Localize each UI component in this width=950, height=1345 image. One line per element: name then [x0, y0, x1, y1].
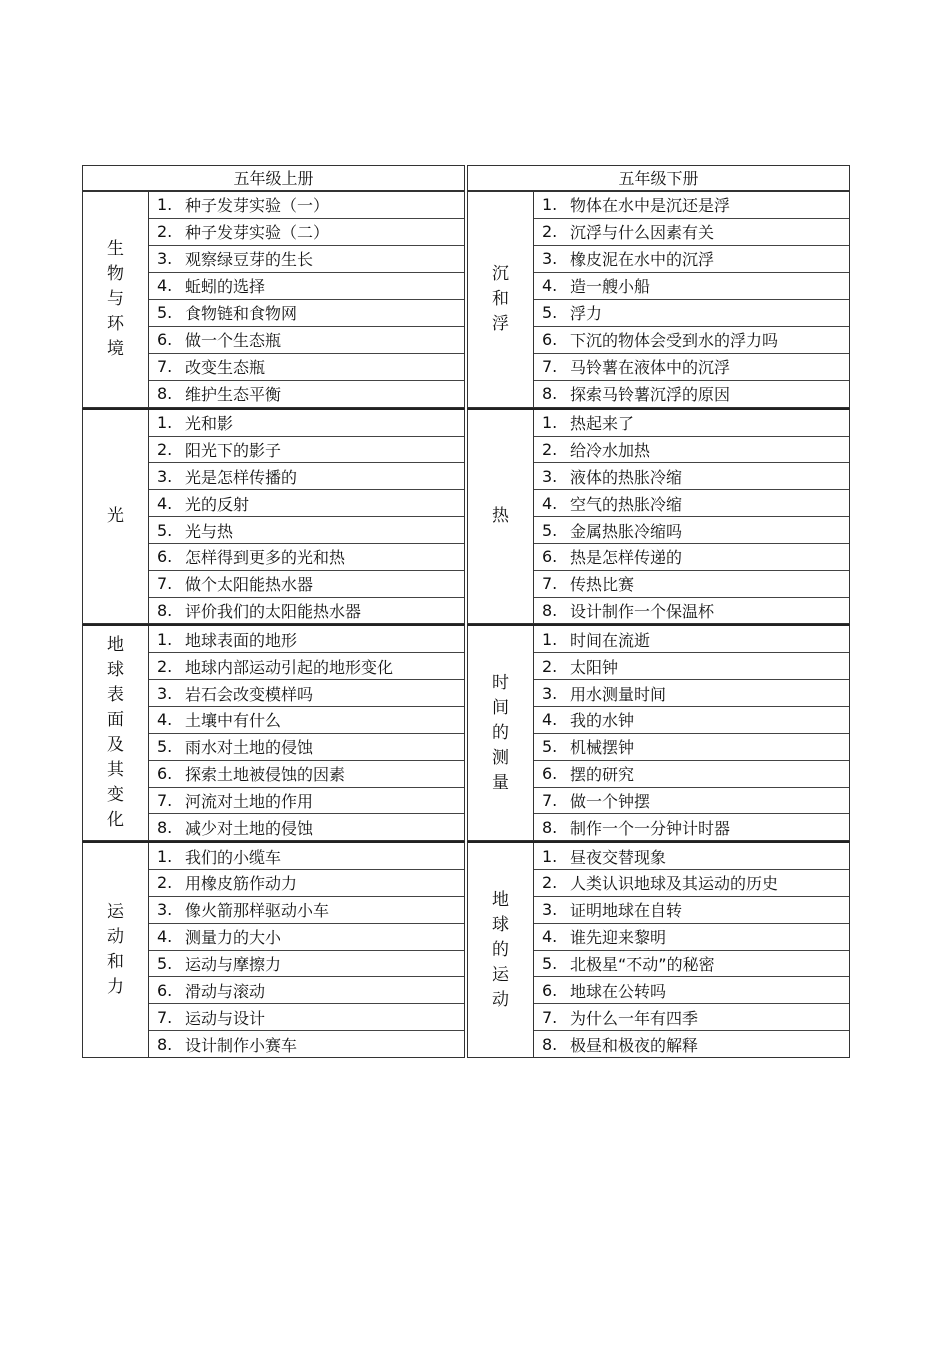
lesson-number: 8.	[542, 1034, 558, 1054]
lesson-title: 地球内部运动引起的地形变化	[185, 657, 394, 677]
lesson-row	[149, 273, 464, 300]
lesson-number: 1.	[542, 413, 558, 433]
lesson-row	[534, 843, 849, 870]
lesson-row	[534, 951, 849, 978]
lesson-title: 为什么一年有四季	[570, 1008, 699, 1028]
lesson-row	[149, 951, 464, 978]
lesson-row	[149, 977, 464, 1004]
lesson-row	[534, 788, 849, 815]
lesson-row	[149, 437, 464, 464]
unit-title-char: 球	[492, 914, 509, 935]
lesson-number: 3.	[157, 683, 173, 703]
lesson-title: 光和影	[185, 414, 234, 434]
unit-title	[83, 192, 149, 407]
unit-title-char: 化	[107, 810, 124, 831]
lesson-row	[149, 707, 464, 734]
unit-title-char: 其	[107, 760, 124, 781]
lesson-title: 减少对土地的侵蚀	[185, 818, 314, 838]
unit-title	[83, 410, 149, 624]
lesson-title: 时间在流逝	[570, 630, 651, 650]
lesson-row	[149, 517, 464, 544]
lesson-number: 8.	[157, 1034, 173, 1054]
unit-title-char: 球	[107, 660, 124, 681]
lesson-row	[149, 626, 464, 653]
unit-title-char: 测	[492, 747, 509, 768]
lesson-title: 物体在水中是沉还是浮	[570, 196, 731, 216]
lesson-number: 7.	[542, 790, 558, 810]
lesson-number: 1.	[542, 846, 558, 866]
lesson-title: 评价我们的太阳能热水器	[185, 602, 362, 622]
lesson-title: 北极星“不动”的秘密	[570, 955, 715, 975]
lesson-row	[149, 924, 464, 951]
lesson-list	[149, 192, 464, 407]
lesson-row	[534, 814, 849, 840]
unit-title-char: 和	[107, 952, 124, 973]
lesson-number: 4.	[542, 927, 558, 947]
lesson-title: 机械摆钟	[570, 738, 635, 758]
lesson-list	[149, 843, 464, 1057]
lesson-number: 3.	[542, 466, 558, 486]
lesson-number: 6.	[157, 547, 173, 567]
lesson-number: 7.	[542, 357, 558, 377]
unit-title-char: 地	[107, 635, 124, 656]
lesson-title: 用橡皮筋作动力	[185, 874, 298, 894]
lesson-list	[534, 843, 849, 1057]
lesson-number: 3.	[542, 249, 558, 269]
unit-title-char: 表	[107, 685, 124, 706]
unit-title-char: 及	[107, 735, 124, 756]
lesson-row	[149, 354, 464, 381]
lesson-row	[534, 1004, 849, 1031]
lesson-row	[534, 300, 849, 327]
lesson-title: 像火箭那样驱动小车	[185, 901, 330, 921]
lesson-row	[534, 598, 849, 624]
lesson-row	[534, 490, 849, 517]
lesson-title: 造一艘小船	[570, 277, 651, 297]
unit-block	[467, 408, 850, 625]
lesson-title: 测量力的大小	[185, 928, 282, 948]
lesson-number: 2.	[542, 439, 558, 459]
lesson-row	[534, 410, 849, 437]
lesson-number: 8.	[542, 817, 558, 837]
lesson-title: 昼夜交替现象	[570, 847, 667, 867]
lesson-number: 4.	[157, 927, 173, 947]
lesson-number: 5.	[157, 737, 173, 757]
lesson-row	[149, 814, 464, 840]
lesson-number: 7.	[542, 574, 558, 594]
lesson-number: 6.	[157, 980, 173, 1000]
unit-block	[467, 841, 850, 1058]
lesson-number: 8.	[157, 384, 173, 404]
unit-title-char: 浮	[492, 313, 509, 334]
unit-title	[83, 626, 149, 840]
lesson-row	[149, 598, 464, 624]
lesson-number: 1.	[157, 195, 173, 215]
lesson-row	[149, 410, 464, 437]
lesson-title: 怎样得到更多的光和热	[185, 548, 346, 568]
lesson-title: 雨水对土地的侵蚀	[185, 738, 314, 758]
lesson-row	[534, 381, 849, 407]
lesson-title: 给冷水加热	[570, 440, 651, 460]
lesson-row	[534, 517, 849, 544]
lesson-title: 做个太阳能热水器	[185, 575, 314, 595]
lesson-number: 3.	[542, 900, 558, 920]
lesson-title: 传热比赛	[570, 575, 635, 595]
unit-title	[468, 410, 534, 624]
lesson-number: 2.	[157, 222, 173, 242]
unit-title-char: 量	[492, 772, 509, 793]
lesson-number: 6.	[542, 547, 558, 567]
unit-title-char: 间	[492, 697, 509, 718]
lesson-title: 太阳钟	[570, 657, 619, 677]
unit-title-char: 和	[492, 288, 509, 309]
lesson-title: 做一个生态瓶	[185, 331, 282, 351]
lesson-row	[149, 897, 464, 924]
lesson-list	[149, 626, 464, 840]
lesson-title: 人类认识地球及其运动的历史	[570, 874, 779, 894]
unit-title-char: 时	[492, 672, 509, 693]
lesson-row	[534, 870, 849, 897]
unit-title	[468, 192, 534, 407]
lesson-title: 用水测量时间	[570, 684, 667, 704]
lesson-list	[534, 626, 849, 840]
lesson-list	[534, 192, 849, 407]
lesson-title: 热是怎样传递的	[570, 548, 683, 568]
lesson-title: 热起来了	[570, 414, 635, 434]
lesson-row	[149, 788, 464, 815]
lesson-title: 液体的热胀冷缩	[570, 467, 683, 487]
lesson-number: 2.	[157, 439, 173, 459]
lesson-row	[534, 977, 849, 1004]
lesson-title: 食物链和食物网	[185, 304, 298, 324]
unit-title-char: 的	[492, 939, 509, 960]
unit-block	[467, 191, 850, 408]
lesson-number: 5.	[157, 954, 173, 974]
lesson-title: 证明地球在自转	[570, 901, 683, 921]
lesson-title: 设计制作一个保温杯	[570, 602, 715, 622]
lesson-title: 光是怎样传播的	[185, 467, 298, 487]
unit-title-char: 沉	[492, 263, 509, 284]
lesson-title: 阳光下的影子	[185, 440, 282, 460]
semester-header: 五年级上册	[82, 165, 465, 191]
lesson-title: 观察绿豆芽的生长	[185, 250, 314, 270]
lesson-row	[149, 463, 464, 490]
lesson-number: 3.	[157, 900, 173, 920]
lesson-number: 2.	[157, 873, 173, 893]
unit-title-char: 面	[107, 710, 124, 731]
lesson-number: 6.	[157, 764, 173, 784]
lesson-number: 8.	[542, 601, 558, 621]
unit-title-char: 运	[492, 964, 509, 985]
lesson-row	[534, 680, 849, 707]
lesson-title: 种子发芽实验（一）	[185, 196, 330, 216]
lesson-row	[149, 653, 464, 680]
lesson-row	[534, 924, 849, 951]
semester-column	[82, 165, 465, 1058]
lesson-title: 河流对土地的作用	[185, 791, 314, 811]
lesson-title: 蚯蚓的选择	[185, 277, 266, 297]
lesson-row	[149, 734, 464, 761]
lesson-number: 3.	[542, 683, 558, 703]
lesson-title: 沉浮与什么因素有关	[570, 223, 715, 243]
lesson-row	[534, 734, 849, 761]
lesson-row	[534, 571, 849, 598]
lesson-number: 5.	[542, 737, 558, 757]
lesson-row	[534, 761, 849, 788]
lesson-row	[149, 1004, 464, 1031]
lesson-title: 下沉的物体会受到水的浮力吗	[570, 331, 779, 351]
lesson-row	[534, 273, 849, 300]
lesson-row	[149, 680, 464, 707]
lesson-title: 运动与摩擦力	[185, 955, 282, 975]
lesson-list	[149, 410, 464, 624]
lesson-number: 4.	[157, 493, 173, 513]
lesson-title: 极昼和极夜的解释	[570, 1035, 699, 1055]
lesson-row	[534, 626, 849, 653]
lesson-number: 7.	[157, 574, 173, 594]
lesson-list	[534, 410, 849, 624]
lesson-number: 1.	[157, 413, 173, 433]
lesson-row	[149, 246, 464, 273]
lesson-number: 4.	[157, 276, 173, 296]
lesson-row	[534, 1031, 849, 1057]
unit-block	[467, 624, 850, 841]
lesson-row	[534, 327, 849, 354]
lesson-title: 摆的研究	[570, 765, 635, 785]
lesson-number: 5.	[542, 520, 558, 540]
lesson-number: 5.	[542, 954, 558, 974]
lesson-title: 岩石会改变模样吗	[185, 684, 314, 704]
lesson-row	[534, 463, 849, 490]
lesson-row	[149, 219, 464, 246]
lesson-number: 5.	[157, 303, 173, 323]
lesson-title: 地球在公转吗	[570, 981, 667, 1001]
lesson-number: 4.	[157, 710, 173, 730]
lesson-title: 种子发芽实验（二）	[185, 223, 330, 243]
lesson-title: 制作一个一分钟计时器	[570, 818, 731, 838]
lesson-row	[149, 870, 464, 897]
lesson-number: 1.	[157, 846, 173, 866]
unit-title-char: 动	[492, 989, 509, 1010]
lesson-title: 土壤中有什么	[185, 711, 282, 731]
unit-block	[82, 624, 465, 841]
lesson-row	[149, 544, 464, 571]
lesson-number: 2.	[542, 656, 558, 676]
unit-block	[82, 408, 465, 625]
lesson-title: 滑动与滚动	[185, 981, 266, 1001]
lesson-title: 浮力	[570, 304, 603, 324]
lesson-title: 光的反射	[185, 494, 250, 514]
unit-title-char: 光	[107, 506, 124, 527]
lesson-title: 橡皮泥在水中的沉浮	[570, 250, 715, 270]
lesson-row	[149, 300, 464, 327]
lesson-title: 金属热胀冷缩吗	[570, 521, 683, 541]
lesson-row	[149, 1031, 464, 1057]
lesson-title: 探索马铃薯沉浮的原因	[570, 385, 731, 405]
semester-column	[467, 165, 850, 1058]
lesson-title: 空气的热胀冷缩	[570, 494, 683, 514]
lesson-title: 马铃薯在液体中的沉浮	[570, 358, 731, 378]
unit-block	[82, 841, 465, 1058]
lesson-number: 4.	[542, 493, 558, 513]
unit-title-char: 动	[107, 927, 124, 948]
lesson-number: 8.	[157, 817, 173, 837]
unit-title-char: 环	[107, 313, 124, 334]
unit-title-char: 运	[107, 902, 124, 923]
lesson-row	[534, 192, 849, 219]
lesson-row	[149, 381, 464, 407]
lesson-number: 6.	[157, 330, 173, 350]
lesson-row	[534, 219, 849, 246]
lesson-row	[149, 327, 464, 354]
lesson-number: 6.	[542, 980, 558, 1000]
lesson-number: 6.	[542, 764, 558, 784]
lesson-row	[149, 192, 464, 219]
lesson-number: 4.	[542, 710, 558, 730]
lesson-number: 2.	[542, 222, 558, 242]
lesson-title: 我们的小缆车	[185, 847, 282, 867]
lesson-title: 维护生态平衡	[185, 385, 282, 405]
lesson-number: 7.	[157, 790, 173, 810]
lesson-number: 4.	[542, 276, 558, 296]
lesson-row	[534, 707, 849, 734]
lesson-number: 5.	[157, 520, 173, 540]
unit-title	[468, 843, 534, 1057]
lesson-number: 3.	[157, 466, 173, 486]
lesson-title: 光与热	[185, 521, 234, 541]
lesson-number: 7.	[157, 1007, 173, 1027]
lesson-number: 1.	[157, 629, 173, 649]
unit-block	[82, 191, 465, 408]
lesson-title: 谁先迎来黎明	[570, 928, 667, 948]
unit-title-char: 变	[107, 785, 124, 806]
lesson-title: 改变生态瓶	[185, 358, 266, 378]
unit-title	[468, 626, 534, 840]
unit-title-char: 热	[492, 506, 509, 527]
lesson-row	[149, 490, 464, 517]
lesson-row	[149, 761, 464, 788]
unit-title-char: 境	[107, 338, 124, 359]
semester-header: 五年级下册	[467, 165, 850, 191]
unit-title-char: 生	[107, 238, 124, 259]
unit-title	[83, 843, 149, 1057]
lesson-title: 运动与设计	[185, 1008, 266, 1028]
lesson-row	[534, 246, 849, 273]
lesson-row	[534, 437, 849, 464]
lesson-number: 7.	[542, 1007, 558, 1027]
lesson-title: 做一个钟摆	[570, 791, 651, 811]
lesson-row	[534, 653, 849, 680]
unit-title-char: 与	[107, 288, 124, 309]
lesson-number: 2.	[157, 656, 173, 676]
lesson-row	[149, 843, 464, 870]
lesson-number: 7.	[157, 357, 173, 377]
lesson-number: 5.	[542, 303, 558, 323]
lesson-number: 8.	[157, 601, 173, 621]
unit-title-char: 物	[107, 263, 124, 284]
lesson-number: 3.	[157, 249, 173, 269]
unit-title-char: 地	[492, 889, 509, 910]
unit-title-char: 的	[492, 722, 509, 743]
lesson-row	[534, 544, 849, 571]
lesson-number: 8.	[542, 384, 558, 404]
curriculum-table	[82, 165, 850, 1058]
lesson-title: 设计制作小赛车	[185, 1035, 298, 1055]
lesson-title: 探索土地被侵蚀的因素	[185, 765, 346, 785]
lesson-row	[534, 354, 849, 381]
unit-title-char: 力	[107, 977, 124, 998]
lesson-title: 地球表面的地形	[185, 630, 298, 650]
lesson-number: 2.	[542, 873, 558, 893]
lesson-number: 1.	[542, 195, 558, 215]
lesson-row	[534, 897, 849, 924]
lesson-title: 我的水钟	[570, 711, 635, 731]
lesson-row	[149, 571, 464, 598]
lesson-number: 6.	[542, 330, 558, 350]
lesson-number: 1.	[542, 629, 558, 649]
